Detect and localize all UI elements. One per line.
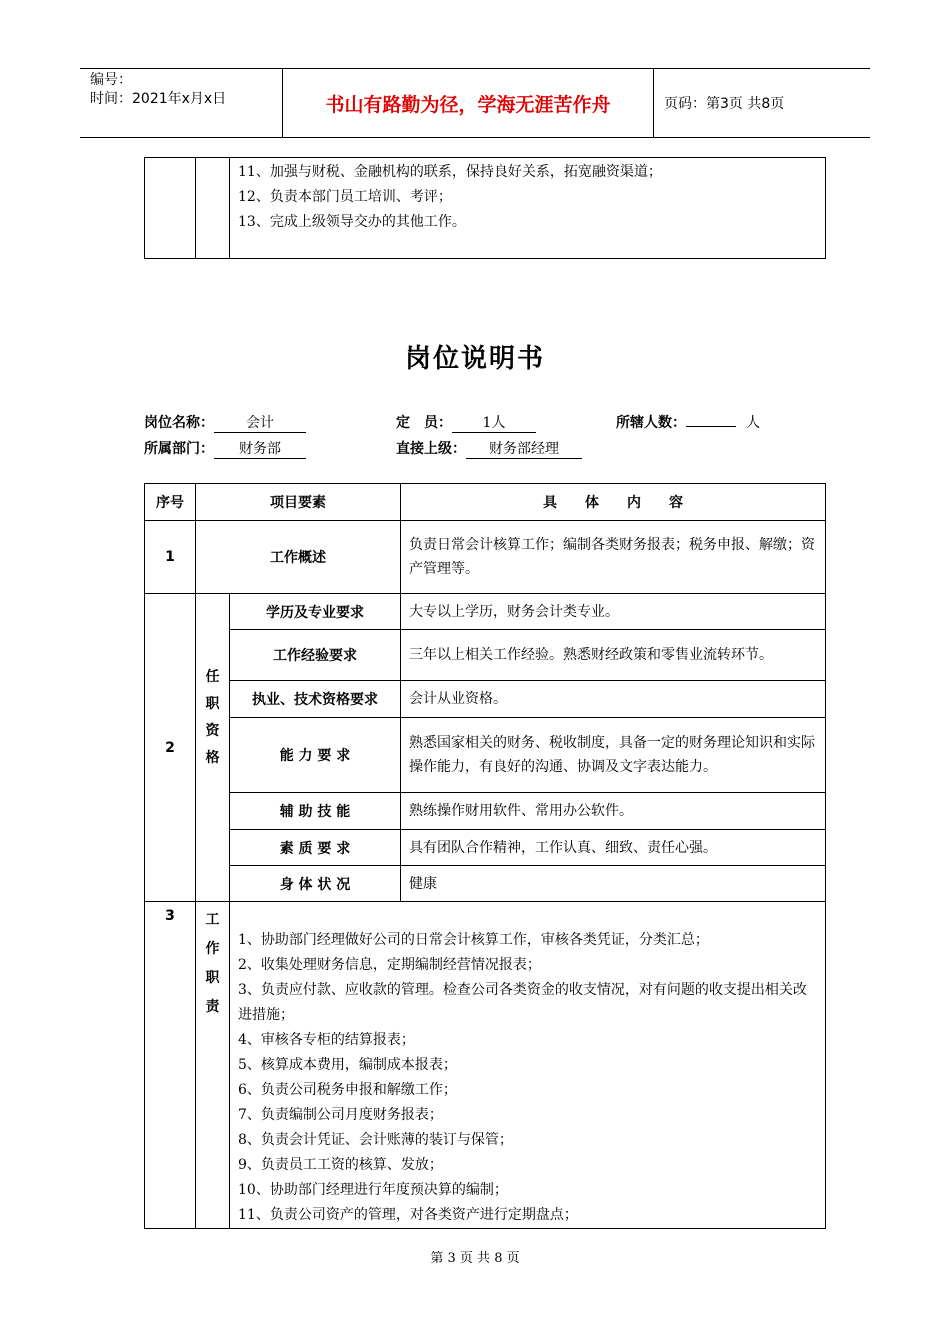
time-label: 时间：2021年x月x日 [90,91,227,107]
req-content: 具有团队合作精神，工作认真、细致、责任心强。 [401,830,826,866]
document-title: 岗位说明书 [404,344,545,374]
table-row [145,866,826,902]
superior-field [396,438,582,459]
table-row [145,594,826,630]
table-row [145,793,826,830]
row1-no: 1 [145,521,196,594]
continued-content-cell [230,158,826,259]
job-description-table [144,483,826,1229]
continued-line: 11、加强与财税、金融机构的联系，保持良好关系，拓宽融资渠道； [238,164,662,180]
table-header-row [145,484,826,521]
staff-label: 定 员： [396,415,452,431]
duty-line: 9、负责员工工资的核算、发放； [238,1157,443,1173]
header-page-info: 页码：第3页 共8页 [664,96,785,112]
req-label: 工作经验要求 [230,630,401,681]
duty-line: 7、负责编制公司月度财务报表； [238,1107,443,1123]
row3-group [196,902,230,1229]
req-content: 三年以上相关工作经验。熟悉财经政策和零售业流转环节。 [401,630,826,681]
req-label: 身 体 状 况 [230,866,401,902]
position-label: 岗位名称： [144,415,214,431]
table-row [145,681,826,718]
row3-group-char: 责 [205,999,220,1015]
page-footer: 第 3 页 共 8 页 [430,1251,520,1266]
req-content: 大专以上学历，财务会计类专业。 [401,594,826,630]
superior-value: 财务部经理 [466,440,582,459]
position-value: 会计 [214,414,306,433]
position-field [144,412,306,433]
row3-group-char: 工 [205,912,220,928]
row2-group-char: 任 [205,668,220,685]
duty-line: 2、收集处理财务信息，定期编制经营情况报表； [238,957,541,973]
req-label: 素 质 要 求 [230,830,401,866]
req-content: 健康 [401,866,826,902]
code-label: 编号： [90,72,132,88]
row1-content: 负责日常会计核算工作；编制各类财务报表；税务申报、解缴；资产管理等。 [401,521,826,594]
table-row [145,902,826,1229]
req-label: 辅 助 技 能 [230,793,401,830]
req-label: 执业、技术资格要求 [230,681,401,718]
row2-group [196,594,230,902]
superior-label: 直接上级： [396,441,466,457]
subordinates-label: 所辖人数： [616,415,686,431]
row2-group-char: 格 [205,749,220,766]
table-row [145,630,826,681]
continued-line: 13、完成上级领导交办的其他工作。 [238,214,466,230]
dept-label: 所属部门： [144,441,214,457]
req-content: 会计从业资格。 [401,681,826,718]
dept-field [144,438,306,459]
header-content: 具 体 内 容 [401,484,826,521]
row2-no: 2 [145,594,196,902]
header-item: 项目要素 [196,484,401,521]
staff-field [396,412,536,433]
header-motto: 书山有路勤为径，学海无涯苦作舟 [283,69,654,137]
header-meta [80,69,283,137]
staff-value: 1人 [452,414,536,433]
subordinates-field [616,412,760,432]
table-row [145,718,826,793]
req-content: 熟练操作财用软件、常用办公软件。 [401,793,826,830]
duty-line: 3、负责应付款、应收款的管理。检查公司各类资金的收支情况，对有问题的收支提出相关改进措施； [238,982,807,1023]
duty-line: 4、审核各专柜的结算报表； [238,1032,415,1048]
duty-line: 1、协助部门经理做好公司的日常会计核算工作，审核各类凭证，分类汇总； [238,932,709,948]
page-header [80,68,870,138]
req-label: 能 力 要 求 [230,718,401,793]
row3-group-char: 作 [205,941,220,957]
subordinates-value [686,426,736,427]
subordinates-unit: 人 [746,415,760,431]
table-row [145,830,826,866]
row2-group-char: 资 [205,722,220,739]
row2-group-char: 职 [205,695,220,712]
row3-no: 3 [145,902,196,1229]
duty-line: 8、负责会计凭证、会计账薄的装订与保管； [238,1132,513,1148]
header-no: 序号 [145,484,196,521]
continued-table [144,157,826,259]
continued-line: 12、负责本部门员工培训、考评； [238,189,452,205]
duty-line: 11、负责公司资产的管理，对各类资产进行定期盘点； [238,1207,578,1223]
row3-group-char: 职 [205,970,220,986]
duty-line: 5、核算成本费用，编制成本报表； [238,1057,457,1073]
dept-value: 财务部 [214,440,306,459]
req-label: 学历及专业要求 [230,594,401,630]
duties-cell [230,902,826,1229]
duty-line: 6、负责公司税务申报和解缴工作； [238,1082,457,1098]
req-content: 熟悉国家相关的财务、税收制度，具备一定的财务理论知识和实际操作能力，有良好的沟通、协调及文字表达能力。 [401,718,826,793]
duty-line: 10、协助部门经理进行年度预决算的编制； [238,1182,508,1198]
row1-item: 工作概述 [196,521,401,594]
continued-no-cell [145,158,196,259]
table-row [145,521,826,594]
continued-group-cell [196,158,230,259]
